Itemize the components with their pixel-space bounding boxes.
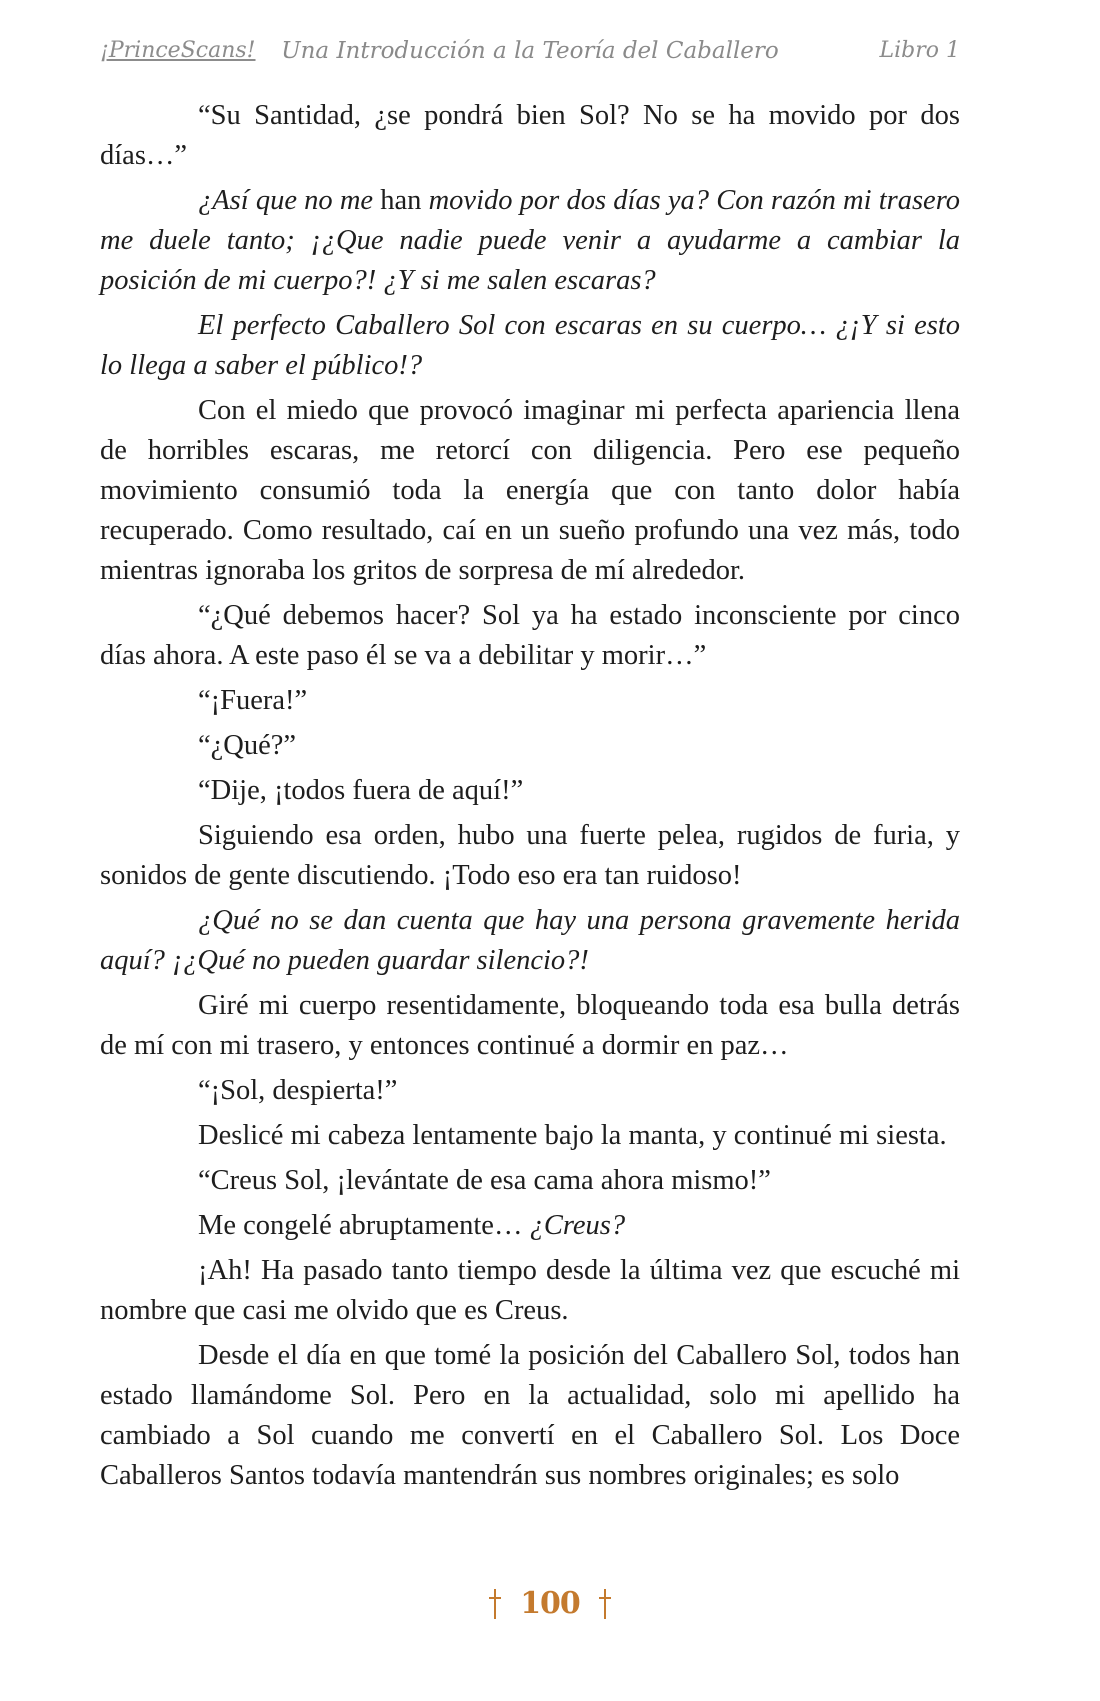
italic-text-segment: ¿Así que no me [198, 185, 381, 216]
cross-ornament-left-icon [489, 1589, 501, 1619]
paragraph [100, 1251, 960, 1331]
cross-ornament-right-icon [599, 1589, 611, 1619]
book-title: Una Introducción a la Teoría del Caballero [281, 38, 779, 64]
paragraph [100, 986, 960, 1066]
text-segment: “¡Fuera!” [198, 685, 308, 716]
paragraph [100, 1161, 960, 1201]
italic-text-segment: movido por dos días ya? Con razón mi trasero me duele tanto; ¡¿Que nadie puede venir a ayudarme a cambiar la posición de mi cuerpo?! ¿Y si me salen escaras? [100, 185, 960, 296]
paragraph [100, 181, 960, 301]
text-segment: Con el miedo que provocó imaginar mi perfecta apariencia llena de horribles escaras, me retorcí con diligencia. Pero ese pequeño movimiento consumió toda la energía que con tanto dolor había recuperado. Como resultado, caí en un sueño profundo una vez más, todo mientras ignoraba los gritos de sorpresa de mí alrededor. [100, 395, 960, 586]
paragraph [100, 901, 960, 981]
paragraph [100, 681, 960, 721]
text-segment: Deslicé mi cabeza lentamente bajo la manta, y continué mi siesta. [198, 1120, 947, 1151]
text-segment: han [380, 185, 422, 216]
text-segment: Siguiendo esa orden, hubo una fuerte pelea, rugidos de furia, y sonidos de gente discutiendo. ¡Todo eso era tan ruidoso! [100, 820, 960, 891]
paragraph [100, 1206, 960, 1246]
page-footer [0, 1586, 1100, 1621]
paragraph [100, 816, 960, 896]
paragraph [100, 96, 960, 176]
volume-label: Libro 1 [879, 38, 960, 63]
text-segment: Desde el día en que tomé la posición del Caballero Sol, todos han estado llamándome Sol. Pero en la actualidad, solo mi apellido ha cambiado a Sol cuando me convertí en el Caballero Sol. Los Doce Caballeros Santos todavía mantendrán sus nombres originales; es solo [100, 1340, 960, 1491]
group-name: ¡PrinceScans! [100, 38, 256, 63]
text-segment: “Su Santidad, ¿se pondrá bien Sol? No se ha movido por dos días…” [100, 100, 960, 171]
paragraph [100, 596, 960, 676]
paragraph [100, 726, 960, 766]
page-body [100, 96, 960, 1501]
text-segment: “¿Qué debemos hacer? Sol ya ha estado inconsciente por cinco días ahora. A este paso él se va a debilitar y morir…” [100, 600, 960, 671]
text-segment: ¡Ah! Ha pasado tanto tiempo desde la última vez que escuché mi nombre que casi me olvido que es Creus. [100, 1255, 960, 1326]
page-number: 100 [520, 1586, 580, 1621]
page-header [100, 38, 960, 72]
text-segment: “Dije, ¡todos fuera de aquí!” [198, 775, 524, 806]
text-segment: “¡Sol, despierta!” [198, 1075, 398, 1106]
paragraph [100, 1116, 960, 1156]
italic-text-segment: ¿Qué no se dan cuenta que hay una persona gravemente herida aquí? ¡¿Qué no pueden guardar silencio?! [100, 905, 960, 976]
paragraph [100, 771, 960, 811]
text-segment: “Creus Sol, ¡levántate de esa cama ahora mismo!” [198, 1165, 771, 1196]
italic-text-segment: ¿Creus? [529, 1210, 626, 1241]
paragraph [100, 1071, 960, 1111]
paragraph [100, 306, 960, 386]
italic-text-segment: El perfecto Caballero Sol con escaras en su cuerpo… ¿¡Y si esto lo llega a saber el público!? [100, 310, 960, 381]
text-segment: Me congelé abruptamente… [198, 1210, 530, 1241]
paragraph [100, 1336, 960, 1496]
paragraph [100, 391, 960, 591]
text-segment: “¿Qué?” [198, 730, 297, 761]
text-segment: Giré mi cuerpo resentidamente, bloqueando toda esa bulla detrás de mí con mi trasero, y entonces continué a dormir en paz… [100, 990, 960, 1061]
